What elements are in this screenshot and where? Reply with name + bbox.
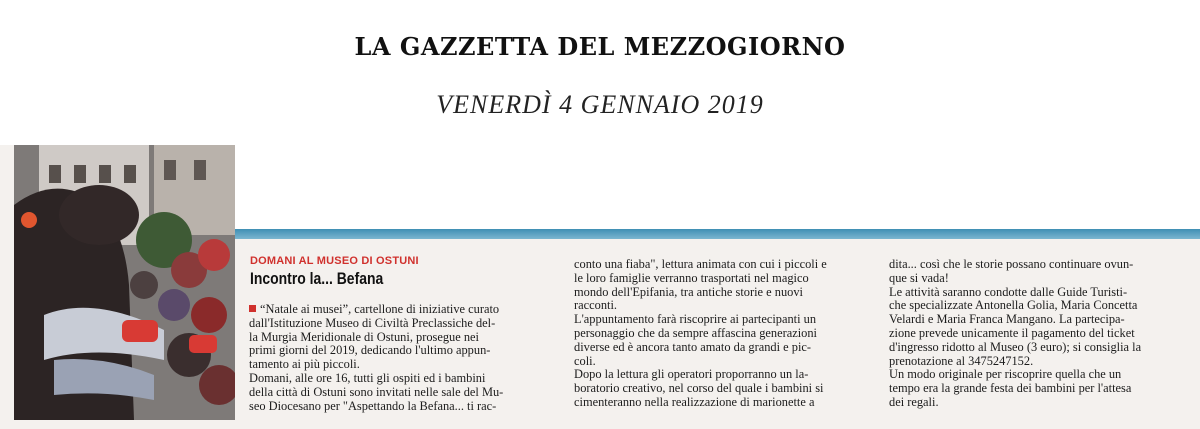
article-line: coli.	[574, 353, 596, 368]
article-kicker: DOMANI AL MUSEO DI OSTUNI	[250, 255, 419, 267]
bullet-square-icon	[249, 305, 256, 312]
article-line: personaggio che da sempre affascina generazioni	[574, 325, 817, 340]
article-line: seo Diocesano per "Aspettando la Befana... ti rac-	[249, 398, 497, 413]
article-line: L'appuntamento farà riscoprire ai partecipanti un	[574, 312, 817, 327]
article-line: la Murgia Meridionale di Ostuni, prosegue nei	[249, 329, 479, 344]
article-line: Velardi e Maria Franca Mangano. La partecipa-	[889, 312, 1125, 327]
article-line: boratorio creativo, nel corso del quale i bambini si	[574, 381, 824, 396]
clipping-blue-band	[235, 229, 1200, 239]
article-line: cimenteranno nella realizzazione di marionette a	[574, 394, 815, 409]
masthead: LA GAZZETTA DEL MEZZOGIORNO	[354, 32, 846, 61]
article-line: que si vada!	[889, 270, 949, 285]
article-line: conto una fiaba", lettura animata con cui i piccoli e	[574, 257, 827, 271]
article-column-3	[889, 258, 1194, 410]
article-column-1	[249, 303, 574, 413]
article-line: d'ingresso ridotto al Museo (3 euro); si consiglia la	[889, 339, 1142, 354]
article-line: Domani, alle ore 16, tutti gli ospiti ed i bambini	[249, 370, 486, 385]
article-line: Le attività saranno condotte dalle Guide Turisti-	[889, 284, 1128, 299]
article-line: Un modo originale per riscoprire quella che un	[889, 367, 1122, 382]
article-line: dall'Istituzione Museo di Civiltà Preclassiche del-	[249, 315, 496, 330]
article-line: tempo era la grande festa dei bambini per l'attesa	[889, 381, 1132, 396]
article-line: Dopo la lettura gli operatori proporranno un la-	[574, 367, 809, 382]
article-line: tamento ai più piccoli.	[249, 357, 360, 372]
article-column-2	[574, 258, 874, 410]
article-headline: Incontro la... Befana	[250, 269, 384, 288]
article-line: diverse ed è ancora tanto amato da grandi e pic-	[574, 339, 812, 354]
article-line: prenotazione al 3475247152.	[889, 353, 1034, 368]
article-line: dei regali.	[889, 394, 939, 409]
article-line: primi giorni del 2019, dedicando l'ultimo appun-	[249, 343, 491, 358]
article-photo-befana	[14, 145, 235, 420]
dateline: VENERDÌ 4 GENNAIO 2019	[436, 90, 764, 119]
clipping-top-white	[235, 145, 1200, 229]
article-line: che specializzate Antonella Golia, Maria Concetta	[889, 298, 1138, 313]
article-line: dita... così che le storie possano continuare ovun-	[889, 257, 1134, 271]
article-line: mondo dell'Epifania, tra antiche storie e nuovi	[574, 284, 803, 299]
article-line: le loro famiglie verranno trasportati nel magico	[574, 270, 809, 285]
article-line: della città di Ostuni sono invitati nelle sale del Mu-	[249, 384, 504, 399]
article-line: zione prevede unicamente il pagamento del ticket	[889, 325, 1135, 340]
article-line: racconti.	[574, 298, 617, 313]
article-line: “Natale ai musei”, cartellone di iniziative curato	[249, 303, 574, 317]
newspaper-clipping	[0, 145, 1200, 429]
